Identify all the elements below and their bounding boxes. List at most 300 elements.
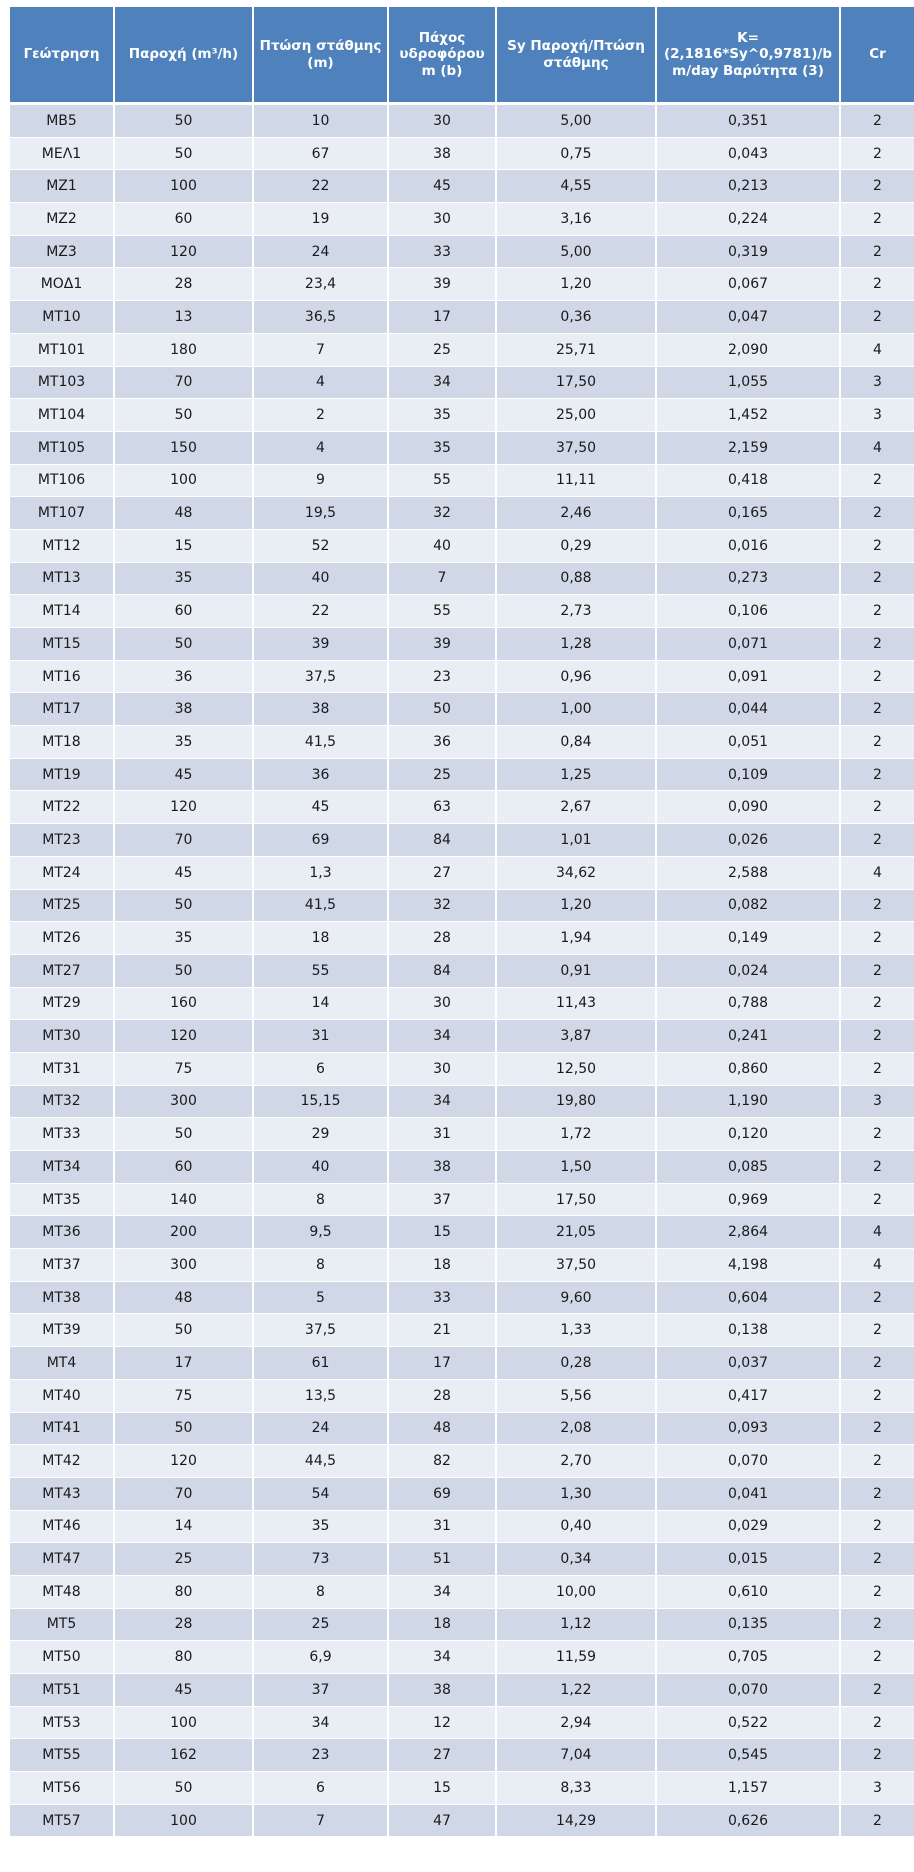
flow-cell: 180 <box>114 333 253 366</box>
thickness-cell: 12 <box>388 1706 496 1739</box>
sy-cell: 0,75 <box>496 137 656 170</box>
flow-cell: 13 <box>114 301 253 334</box>
well-cell: ΜΤ43 <box>10 1477 114 1510</box>
k-cell: 0,969 <box>656 1183 840 1216</box>
cr-cell: 2 <box>840 268 914 301</box>
well-cell: ΜΤ25 <box>10 889 114 922</box>
drawdown-cell: 73 <box>253 1543 388 1576</box>
flow-cell: 35 <box>114 726 253 759</box>
wells-table <box>10 7 914 1837</box>
sy-cell: 0,88 <box>496 562 656 595</box>
sy-cell: 2,67 <box>496 791 656 824</box>
flow-cell: 50 <box>114 399 253 432</box>
table-row <box>10 1445 914 1478</box>
thickness-cell: 47 <box>388 1804 496 1837</box>
drawdown-cell: 55 <box>253 954 388 987</box>
header-aquifer-thickness: Πάχος υδροφόρου m (b) <box>388 7 496 104</box>
sy-cell: 1,12 <box>496 1608 656 1641</box>
cr-cell: 3 <box>840 366 914 399</box>
flow-cell: 100 <box>114 464 253 497</box>
drawdown-cell: 37,5 <box>253 660 388 693</box>
drawdown-cell: 40 <box>253 562 388 595</box>
flow-cell: 28 <box>114 1608 253 1641</box>
k-cell: 0,070 <box>656 1445 840 1478</box>
table-row <box>10 856 914 889</box>
cr-cell: 2 <box>840 628 914 661</box>
well-cell: ΜΤ17 <box>10 693 114 726</box>
sy-cell: 3,16 <box>496 203 656 236</box>
thickness-cell: 69 <box>388 1477 496 1510</box>
table-row <box>10 1314 914 1347</box>
drawdown-cell: 61 <box>253 1347 388 1380</box>
k-cell: 0,120 <box>656 1118 840 1151</box>
thickness-cell: 39 <box>388 268 496 301</box>
drawdown-cell: 14 <box>253 987 388 1020</box>
table-row <box>10 1216 914 1249</box>
well-cell: ΜΤ53 <box>10 1706 114 1739</box>
table-row <box>10 170 914 203</box>
cr-cell: 2 <box>840 791 914 824</box>
flow-cell: 160 <box>114 987 253 1020</box>
sy-cell: 1,28 <box>496 628 656 661</box>
flow-cell: 70 <box>114 1477 253 1510</box>
thickness-cell: 48 <box>388 1412 496 1445</box>
sy-cell: 11,11 <box>496 464 656 497</box>
k-cell: 0,106 <box>656 595 840 628</box>
thickness-cell: 30 <box>388 203 496 236</box>
cr-cell: 2 <box>840 529 914 562</box>
well-cell: ΜΤ5 <box>10 1608 114 1641</box>
thickness-cell: 63 <box>388 791 496 824</box>
drawdown-cell: 8 <box>253 1575 388 1608</box>
flow-cell: 50 <box>114 1772 253 1805</box>
sy-cell: 0,34 <box>496 1543 656 1576</box>
well-cell: ΜΤ38 <box>10 1281 114 1314</box>
sy-cell: 5,00 <box>496 104 656 138</box>
well-cell: ΜΤ26 <box>10 922 114 955</box>
k-cell: 0,093 <box>656 1412 840 1445</box>
table-row <box>10 1706 914 1739</box>
table-row <box>10 889 914 922</box>
table-row <box>10 1118 914 1151</box>
cr-cell: 2 <box>840 1151 914 1184</box>
drawdown-cell: 10 <box>253 104 388 138</box>
sy-cell: 1,50 <box>496 1151 656 1184</box>
sy-cell: 7,04 <box>496 1739 656 1772</box>
table-row <box>10 1772 914 1805</box>
thickness-cell: 21 <box>388 1314 496 1347</box>
cr-cell: 2 <box>840 1608 914 1641</box>
well-cell: ΜΤ104 <box>10 399 114 432</box>
sy-cell: 37,50 <box>496 431 656 464</box>
sy-cell: 0,36 <box>496 301 656 334</box>
thickness-cell: 82 <box>388 1445 496 1478</box>
thickness-cell: 34 <box>388 1575 496 1608</box>
cr-cell: 2 <box>840 987 914 1020</box>
k-cell: 0,417 <box>656 1379 840 1412</box>
table-row <box>10 1608 914 1641</box>
flow-cell: 200 <box>114 1216 253 1249</box>
cr-cell: 2 <box>840 301 914 334</box>
well-cell: ΜΤ30 <box>10 1020 114 1053</box>
cr-cell: 2 <box>840 1020 914 1053</box>
flow-cell: 60 <box>114 203 253 236</box>
cr-cell: 2 <box>840 954 914 987</box>
cr-cell: 4 <box>840 431 914 464</box>
table-row <box>10 1641 914 1674</box>
drawdown-cell: 41,5 <box>253 726 388 759</box>
thickness-cell: 34 <box>388 1641 496 1674</box>
k-cell: 2,864 <box>656 1216 840 1249</box>
sy-cell: 2,70 <box>496 1445 656 1478</box>
k-cell: 0,522 <box>656 1706 840 1739</box>
thickness-cell: 55 <box>388 595 496 628</box>
table-row <box>10 1543 914 1576</box>
k-cell: 4,198 <box>656 1249 840 1282</box>
thickness-cell: 50 <box>388 693 496 726</box>
flow-cell: 50 <box>114 954 253 987</box>
table-row <box>10 1739 914 1772</box>
k-cell: 0,351 <box>656 104 840 138</box>
flow-cell: 38 <box>114 693 253 726</box>
drawdown-cell: 44,5 <box>253 1445 388 1478</box>
drawdown-cell: 13,5 <box>253 1379 388 1412</box>
well-cell: ΜΕΛ1 <box>10 137 114 170</box>
thickness-cell: 25 <box>388 758 496 791</box>
thickness-cell: 18 <box>388 1608 496 1641</box>
flow-cell: 120 <box>114 1020 253 1053</box>
table-row <box>10 791 914 824</box>
k-cell: 0,024 <box>656 954 840 987</box>
well-cell: MB5 <box>10 104 114 138</box>
thickness-cell: 34 <box>388 366 496 399</box>
sy-cell: 12,50 <box>496 1052 656 1085</box>
k-cell: 0,085 <box>656 1151 840 1184</box>
drawdown-cell: 25 <box>253 1608 388 1641</box>
table-row <box>10 1379 914 1412</box>
thickness-cell: 7 <box>388 562 496 595</box>
drawdown-cell: 39 <box>253 628 388 661</box>
table-row <box>10 660 914 693</box>
cr-cell: 2 <box>840 1543 914 1576</box>
thickness-cell: 32 <box>388 497 496 530</box>
thickness-cell: 38 <box>388 1674 496 1707</box>
flow-cell: 300 <box>114 1085 253 1118</box>
well-cell: ΜΤ29 <box>10 987 114 1020</box>
k-cell: 0,705 <box>656 1641 840 1674</box>
drawdown-cell: 9,5 <box>253 1216 388 1249</box>
cr-cell: 2 <box>840 104 914 138</box>
table-row <box>10 1020 914 1053</box>
cr-cell: 2 <box>840 1281 914 1314</box>
well-cell: ΜΤ51 <box>10 1674 114 1707</box>
well-cell: ΜΤ15 <box>10 628 114 661</box>
thickness-cell: 55 <box>388 464 496 497</box>
well-cell: ΜΤ48 <box>10 1575 114 1608</box>
table-row <box>10 824 914 857</box>
sy-cell: 25,00 <box>496 399 656 432</box>
flow-cell: 140 <box>114 1183 253 1216</box>
cr-cell: 2 <box>840 562 914 595</box>
cr-cell: 2 <box>840 1641 914 1674</box>
flow-cell: 35 <box>114 922 253 955</box>
drawdown-cell: 18 <box>253 922 388 955</box>
k-cell: 0,165 <box>656 497 840 530</box>
flow-cell: 75 <box>114 1052 253 1085</box>
table-row <box>10 1510 914 1543</box>
drawdown-cell: 41,5 <box>253 889 388 922</box>
sy-cell: 0,91 <box>496 954 656 987</box>
table-row <box>10 1674 914 1707</box>
cr-cell: 2 <box>840 595 914 628</box>
cr-cell: 2 <box>840 1706 914 1739</box>
k-cell: 1,190 <box>656 1085 840 1118</box>
well-cell: ΜΤ27 <box>10 954 114 987</box>
thickness-cell: 35 <box>388 431 496 464</box>
drawdown-cell: 5 <box>253 1281 388 1314</box>
cr-cell: 2 <box>840 1804 914 1837</box>
sy-cell: 34,62 <box>496 856 656 889</box>
drawdown-cell: 24 <box>253 1412 388 1445</box>
well-cell: ΜΤ55 <box>10 1739 114 1772</box>
well-cell: ΜΤ33 <box>10 1118 114 1151</box>
drawdown-cell: 4 <box>253 366 388 399</box>
sy-cell: 11,43 <box>496 987 656 1020</box>
k-cell: 0,224 <box>656 203 840 236</box>
flow-cell: 300 <box>114 1249 253 1282</box>
cr-cell: 2 <box>840 1347 914 1380</box>
table-row <box>10 1052 914 1085</box>
well-cell: ΜΤ47 <box>10 1543 114 1576</box>
well-cell: ΜΤ36 <box>10 1216 114 1249</box>
well-cell: ΜΤ57 <box>10 1804 114 1837</box>
cr-cell: 2 <box>840 1379 914 1412</box>
flow-cell: 45 <box>114 1674 253 1707</box>
thickness-cell: 28 <box>388 1379 496 1412</box>
thickness-cell: 27 <box>388 856 496 889</box>
cr-cell: 2 <box>840 693 914 726</box>
k-cell: 0,070 <box>656 1674 840 1707</box>
thickness-cell: 36 <box>388 726 496 759</box>
k-cell: 0,604 <box>656 1281 840 1314</box>
table-row <box>10 333 914 366</box>
table-row <box>10 954 914 987</box>
table-row <box>10 203 914 236</box>
cr-cell: 2 <box>840 464 914 497</box>
sy-cell: 3,87 <box>496 1020 656 1053</box>
flow-cell: 60 <box>114 595 253 628</box>
drawdown-cell: 8 <box>253 1183 388 1216</box>
table-body <box>10 104 914 1837</box>
drawdown-cell: 9 <box>253 464 388 497</box>
table-row <box>10 693 914 726</box>
cr-cell: 2 <box>840 758 914 791</box>
well-cell: ΜΤ50 <box>10 1641 114 1674</box>
drawdown-cell: 45 <box>253 791 388 824</box>
table-row <box>10 104 914 138</box>
drawdown-cell: 31 <box>253 1020 388 1053</box>
thickness-cell: 38 <box>388 1151 496 1184</box>
k-cell: 0,029 <box>656 1510 840 1543</box>
table-row <box>10 1412 914 1445</box>
flow-cell: 70 <box>114 824 253 857</box>
well-cell: ΜΤ35 <box>10 1183 114 1216</box>
table-row <box>10 922 914 955</box>
sy-cell: 17,50 <box>496 1183 656 1216</box>
flow-cell: 35 <box>114 562 253 595</box>
flow-cell: 28 <box>114 268 253 301</box>
thickness-cell: 45 <box>388 170 496 203</box>
k-cell: 0,071 <box>656 628 840 661</box>
sy-cell: 10,00 <box>496 1575 656 1608</box>
sy-cell: 25,71 <box>496 333 656 366</box>
flow-cell: 50 <box>114 104 253 138</box>
cr-cell: 2 <box>840 889 914 922</box>
table-row <box>10 301 914 334</box>
cr-cell: 2 <box>840 1118 914 1151</box>
well-cell: ΜΤ37 <box>10 1249 114 1282</box>
k-cell: 0,788 <box>656 987 840 1020</box>
flow-cell: 70 <box>114 366 253 399</box>
cr-cell: 2 <box>840 235 914 268</box>
cr-cell: 3 <box>840 1085 914 1118</box>
thickness-cell: 30 <box>388 987 496 1020</box>
thickness-cell: 15 <box>388 1772 496 1805</box>
thickness-cell: 37 <box>388 1183 496 1216</box>
k-cell: 0,091 <box>656 660 840 693</box>
table-row <box>10 1085 914 1118</box>
well-cell: ΜΤ34 <box>10 1151 114 1184</box>
flow-cell: 75 <box>114 1379 253 1412</box>
sy-cell: 0,29 <box>496 529 656 562</box>
k-cell: 2,588 <box>656 856 840 889</box>
well-cell: ΜΤ19 <box>10 758 114 791</box>
table-row <box>10 268 914 301</box>
cr-cell: 2 <box>840 1510 914 1543</box>
k-cell: 0,016 <box>656 529 840 562</box>
flow-cell: 100 <box>114 170 253 203</box>
k-cell: 0,109 <box>656 758 840 791</box>
cr-cell: 2 <box>840 1052 914 1085</box>
k-cell: 0,273 <box>656 562 840 595</box>
sy-cell: 5,00 <box>496 235 656 268</box>
flow-cell: 120 <box>114 1445 253 1478</box>
sy-cell: 2,94 <box>496 1706 656 1739</box>
flow-cell: 50 <box>114 628 253 661</box>
cr-cell: 2 <box>840 1412 914 1445</box>
flow-cell: 150 <box>114 431 253 464</box>
flow-cell: 100 <box>114 1804 253 1837</box>
thickness-cell: 17 <box>388 1347 496 1380</box>
k-cell: 1,055 <box>656 366 840 399</box>
sy-cell: 8,33 <box>496 1772 656 1805</box>
table-row <box>10 529 914 562</box>
sy-cell: 9,60 <box>496 1281 656 1314</box>
flow-cell: 80 <box>114 1641 253 1674</box>
cr-cell: 4 <box>840 1249 914 1282</box>
table-row <box>10 726 914 759</box>
cr-cell: 2 <box>840 497 914 530</box>
k-cell: 0,082 <box>656 889 840 922</box>
drawdown-cell: 35 <box>253 1510 388 1543</box>
cr-cell: 2 <box>840 660 914 693</box>
sy-cell: 4,55 <box>496 170 656 203</box>
header-sy: Sy Παροχή/Πτώση στάθμης <box>496 7 656 104</box>
k-cell: 0,041 <box>656 1477 840 1510</box>
k-cell: 0,135 <box>656 1608 840 1641</box>
k-cell: 0,044 <box>656 693 840 726</box>
cr-cell: 2 <box>840 1674 914 1707</box>
table-row <box>10 1183 914 1216</box>
drawdown-cell: 22 <box>253 170 388 203</box>
flow-cell: 17 <box>114 1347 253 1380</box>
table-row <box>10 1249 914 1282</box>
flow-cell: 100 <box>114 1706 253 1739</box>
drawdown-cell: 19 <box>253 203 388 236</box>
drawdown-cell: 37,5 <box>253 1314 388 1347</box>
cr-cell: 2 <box>840 1314 914 1347</box>
cr-cell: 2 <box>840 824 914 857</box>
k-cell: 0,545 <box>656 1739 840 1772</box>
sy-cell: 1,20 <box>496 268 656 301</box>
drawdown-cell: 69 <box>253 824 388 857</box>
well-cell: ΜΤ105 <box>10 431 114 464</box>
thickness-cell: 18 <box>388 1249 496 1282</box>
k-cell: 0,047 <box>656 301 840 334</box>
sy-cell: 37,50 <box>496 1249 656 1282</box>
well-cell: ΜΤ101 <box>10 333 114 366</box>
well-cell: ΜΤ42 <box>10 1445 114 1478</box>
well-cell: ΜΤ46 <box>10 1510 114 1543</box>
cr-cell: 2 <box>840 1445 914 1478</box>
cr-cell: 2 <box>840 1477 914 1510</box>
thickness-cell: 27 <box>388 1739 496 1772</box>
cr-cell: 3 <box>840 1772 914 1805</box>
thickness-cell: 25 <box>388 333 496 366</box>
k-cell: 0,149 <box>656 922 840 955</box>
header-flow: Παροχή (m³/h) <box>114 7 253 104</box>
thickness-cell: 23 <box>388 660 496 693</box>
sy-cell: 2,46 <box>496 497 656 530</box>
sy-cell: 0,84 <box>496 726 656 759</box>
well-cell: ΜΤ23 <box>10 824 114 857</box>
k-cell: 0,026 <box>656 824 840 857</box>
drawdown-cell: 24 <box>253 235 388 268</box>
sy-cell: 0,96 <box>496 660 656 693</box>
drawdown-cell: 40 <box>253 1151 388 1184</box>
sy-cell: 1,33 <box>496 1314 656 1347</box>
well-cell: ΜΤ22 <box>10 791 114 824</box>
well-cell: ΜΤ12 <box>10 529 114 562</box>
well-cell: ΜΤ18 <box>10 726 114 759</box>
cr-cell: 2 <box>840 1183 914 1216</box>
cr-cell: 3 <box>840 399 914 432</box>
well-cell: ΜΤ16 <box>10 660 114 693</box>
drawdown-cell: 7 <box>253 333 388 366</box>
sy-cell: 14,29 <box>496 1804 656 1837</box>
thickness-cell: 30 <box>388 104 496 138</box>
table-row <box>10 366 914 399</box>
cr-cell: 2 <box>840 922 914 955</box>
well-cell: ΜΤ14 <box>10 595 114 628</box>
flow-cell: 14 <box>114 1510 253 1543</box>
table-row <box>10 1804 914 1837</box>
k-cell: 1,452 <box>656 399 840 432</box>
flow-cell: 25 <box>114 1543 253 1576</box>
drawdown-cell: 4 <box>253 431 388 464</box>
flow-cell: 48 <box>114 497 253 530</box>
table-row <box>10 137 914 170</box>
